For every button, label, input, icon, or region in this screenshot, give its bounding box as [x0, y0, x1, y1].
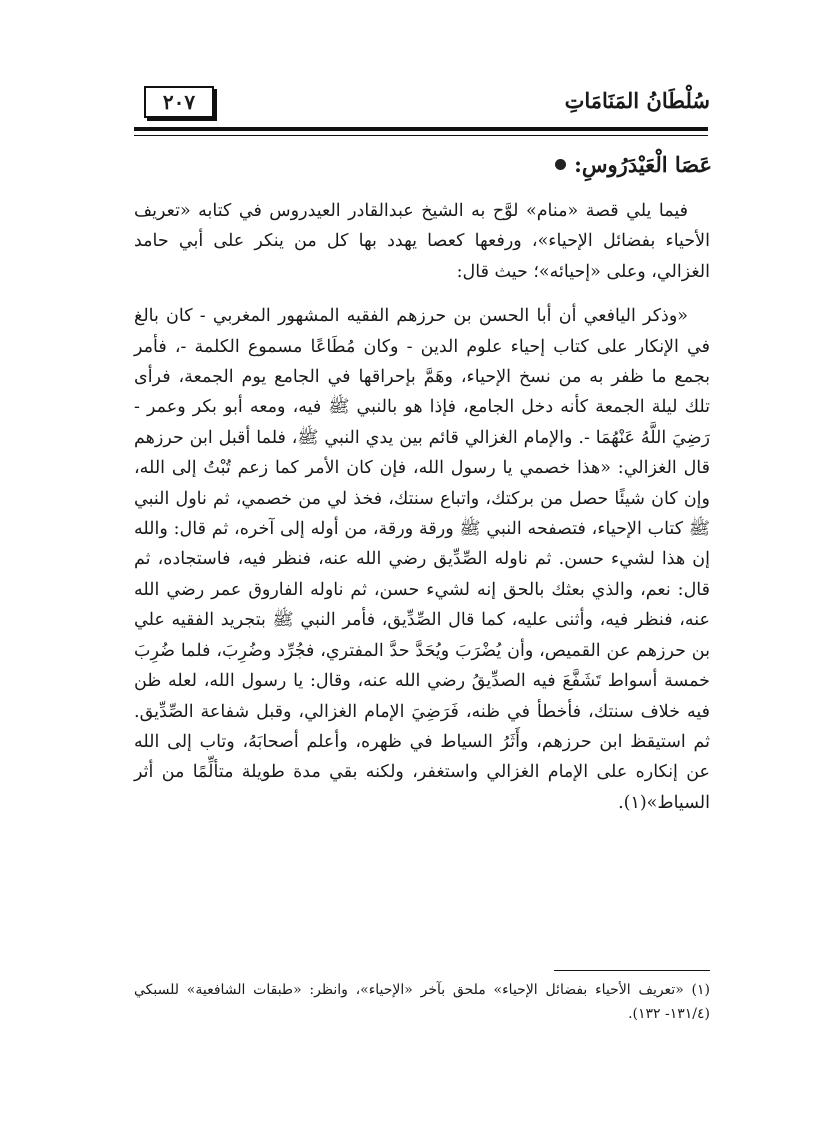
quote-paragraph: «وذكر اليافعي أن أبا الحسن بن حرزهم الفقيه المشهور المغربي - كان بالغ في الإنكار على كتاب إحياء علوم الدين - وكان مُطَاعًا مسموع الكلمة -، فأمر بجمع ما ظفر به من نسخ الإحياء، وهَمَّ بإحراقها في الجامع يوم الجمعة، فرأى تلك ليلة الجمعة كأنه دخل الجامع، فإذا هو بالنبي ﷺ فيه، ومعه أبو بكر وعمر - رَضِيَ اللَّهُ عَنْهُمَا -. والإمام الغزالي قائم بين يدي النبي ﷺ، فلما أقبل ابن حرزهم قال الغزالي: «هذا خصمي يا رسول الله، فإن كان الأمر كما زعم تُبْتُ إلى الله، وإن كان شيئًا حصل من بركتك، واتباع سنتك، فخذ لي من خصمي، ثم ناول النبي ﷺ كتاب الإحياء، فتصفحه النبي ﷺ ورقة ورقة، من أوله إلى آخره، ثم قال: والله إن هذا لشيء حسن. ثم ناوله الصِّدِّيق رضي الله عنه، فنظر فيه، فاستجاده، ثم قال: نعم، والذي بعثك بالحق إنه لشيء حسن، ثم ناوله الفاروق عمر رضي الله عنه، فنظر فيه، وأثنى عليه، كما قال الصِّدِّيق، فأمر النبي ﷺ بتجريد الفقيه علي بن حرزهم عن القميص، وأن يُضْرَبَ ويُحَدَّ حدَّ المفتري، فجُرِّد وضُرِبَ، فلما ضُرِبَ خمسة أسواط تَشَفَّعَ فيه الصدِّيقُ رضي الله عنه، وقال: يا رسول الله، لعله ظن فيه خلاف سنتك، فأخطأ في ظنه، فَرَضِيَ الإمام الغزالي، وقبل شفاعة الصِّدِّيق. ثم استيقظ ابن حرزهم، وأَثَرُ السياط في ظهره، وأعلم أصحابَهُ، وتاب إلى الله عن إنكاره على الإمام الغزالي واستغفر، ولكنه بقي مدة طويلة متألِّمًا من أثر السياط»(١). [134, 306, 710, 813]
header-divider [134, 127, 708, 131]
footnote-divider [554, 970, 710, 971]
intro-paragraph: فيما يلي قصة «منام» لوَّح به الشيخ عبدالقادر العيدروس في كتابه «تعريف الأحياء بفضائل الإحياء»، ورفعها كعصا يهدد بها كل من ينكر على أبي حامد الغزالي، وعلى «إحيائه»؛ حيث قال: [134, 201, 710, 282]
page-number: ٢٠٧ [144, 86, 214, 118]
footnote: (١) «تعريف الأحياء بفضائل الإحياء» ملحق بآخر «الإحياء»، وانظر: «طبقات الشافعية» للسبكي (١٣١/٤- ١٣٢). [134, 982, 710, 1022]
section-heading [555, 152, 712, 177]
section-heading-text: عَصَا الْعَيْدَرُوسِ: [574, 152, 712, 177]
body-text [134, 196, 710, 818]
header-divider-thin [134, 135, 708, 136]
running-title: سُلْطَانُ المَنَامَاتِ [564, 88, 710, 113]
bullet-icon [555, 159, 566, 170]
